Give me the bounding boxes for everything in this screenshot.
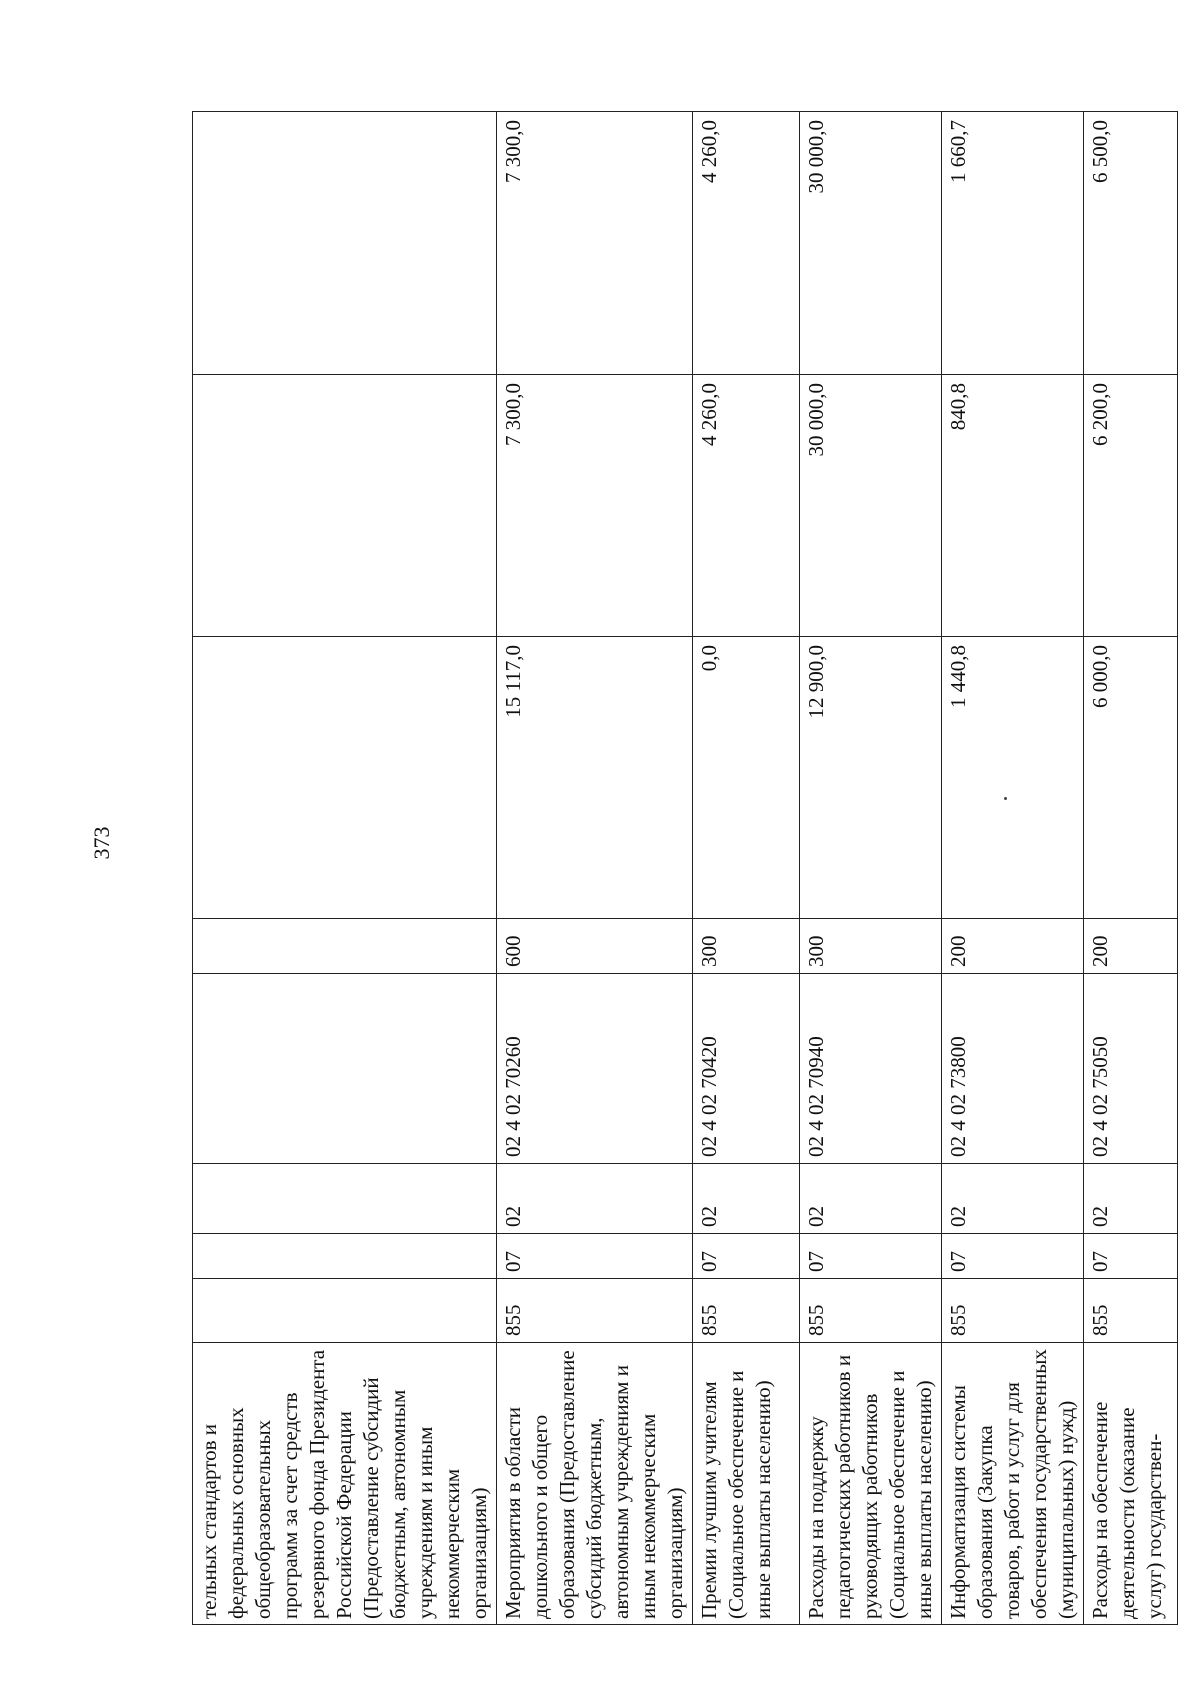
cell-subsection: 02	[693, 1164, 800, 1234]
cell-target-article: 02 4 02 70420	[693, 974, 800, 1164]
cell-ministry: 855	[800, 1279, 942, 1343]
cell-description: Информатизация системы образования (Закупка товаров, работ и услуг для обеспечения государственных (муниципальных) нужд)	[942, 1343, 1084, 1625]
cell-section: 07	[693, 1234, 800, 1279]
cell-subsection: 02	[942, 1164, 1084, 1234]
cell-expense-type: 200	[1084, 919, 1178, 974]
cell-ministry: 855	[942, 1279, 1084, 1343]
scan-speck	[1004, 797, 1007, 800]
cell-description: Расходы на поддержку педагогических работников и руководящих работников (Социальное обеспечение и иные выплаты населению)	[800, 1343, 942, 1625]
cell-amount-3: 30 000,0	[800, 112, 942, 375]
cell-expense-type: 600	[497, 919, 693, 974]
cell-amount-3: 4 260,0	[693, 112, 800, 375]
cell-amount-2: 7 300,0	[497, 375, 693, 637]
cell-ministry: 855	[1084, 1279, 1178, 1343]
cell-target-article: 02 4 02 70260	[497, 974, 693, 1164]
cell-amount-3: 6 500,0	[1084, 112, 1178, 375]
cell-section: 07	[1084, 1234, 1178, 1279]
cell-amount-2: 30 000,0	[800, 375, 942, 637]
cell-amount-1: 6 000,0	[1084, 637, 1178, 919]
cell-section: 07	[942, 1234, 1084, 1279]
cell-expense-type: 200	[942, 919, 1084, 974]
cell-amount-2: 840,8	[942, 375, 1084, 637]
cell-amount-1: 15 117,0	[497, 637, 693, 919]
cell-amount-3: 7 300,0	[497, 112, 693, 375]
cell-amount-1: 0,0	[693, 637, 800, 919]
cell-amount-2: 4 260,0	[693, 375, 800, 637]
table-body	[193, 112, 1178, 1625]
table-row	[942, 112, 1084, 1625]
cell-section: 07	[497, 1234, 693, 1279]
cell-amount-2	[193, 375, 497, 637]
cell-target-article: 02 4 02 75050	[1084, 974, 1178, 1164]
cell-amount-2: 6 200,0	[1084, 375, 1178, 637]
table-row	[800, 112, 942, 1625]
cell-amount-1: 12 900,0	[800, 637, 942, 919]
cell-subsection: 02	[1084, 1164, 1178, 1234]
cell-amount-1	[193, 637, 497, 919]
cell-subsection: 02	[800, 1164, 942, 1234]
cell-target-article	[193, 974, 497, 1164]
cell-amount-3: 1 660,7	[942, 112, 1084, 375]
cell-description: тельных стандартов и федеральных основных общеобразовательных программ за счет средств резервного фонда Президента Российской Федерации (Предоставление субсидий бюджетным, автономным учреждениям и иным некоммерческим организациям)	[193, 1343, 497, 1625]
cell-target-article: 02 4 02 73800	[942, 974, 1084, 1164]
page-number: 373	[89, 826, 114, 860]
cell-amount-1: 1 440,8	[942, 637, 1084, 919]
cell-expense-type	[193, 919, 497, 974]
table-row	[193, 112, 497, 1625]
cell-ministry: 855	[693, 1279, 800, 1343]
cell-target-article: 02 4 02 70940	[800, 974, 942, 1164]
budget-table	[192, 111, 1178, 1625]
rotated-page-content	[192, 112, 1166, 1625]
cell-expense-type: 300	[800, 919, 942, 974]
cell-description: Премии лучшим учителям (Социальное обеспечение и иные выплаты населению)	[693, 1343, 800, 1625]
table-row	[497, 112, 693, 1625]
cell-description: Мероприятия в области дошкольного и общего образования (Предоставление субсидий бюджетным, автономным учреждениям и иным некоммерческим организациям)	[497, 1343, 693, 1625]
cell-ministry: 855	[497, 1279, 693, 1343]
cell-subsection	[193, 1164, 497, 1234]
cell-description: Расходы на обеспечение деятельности (оказание услуг) государствен-	[1084, 1343, 1178, 1625]
table-row	[693, 112, 800, 1625]
cell-expense-type: 300	[693, 919, 800, 974]
cell-section: 07	[800, 1234, 942, 1279]
cell-amount-3	[193, 112, 497, 375]
cell-subsection: 02	[497, 1164, 693, 1234]
cell-section	[193, 1234, 497, 1279]
cell-ministry	[193, 1279, 497, 1343]
table-row	[1084, 112, 1178, 1625]
